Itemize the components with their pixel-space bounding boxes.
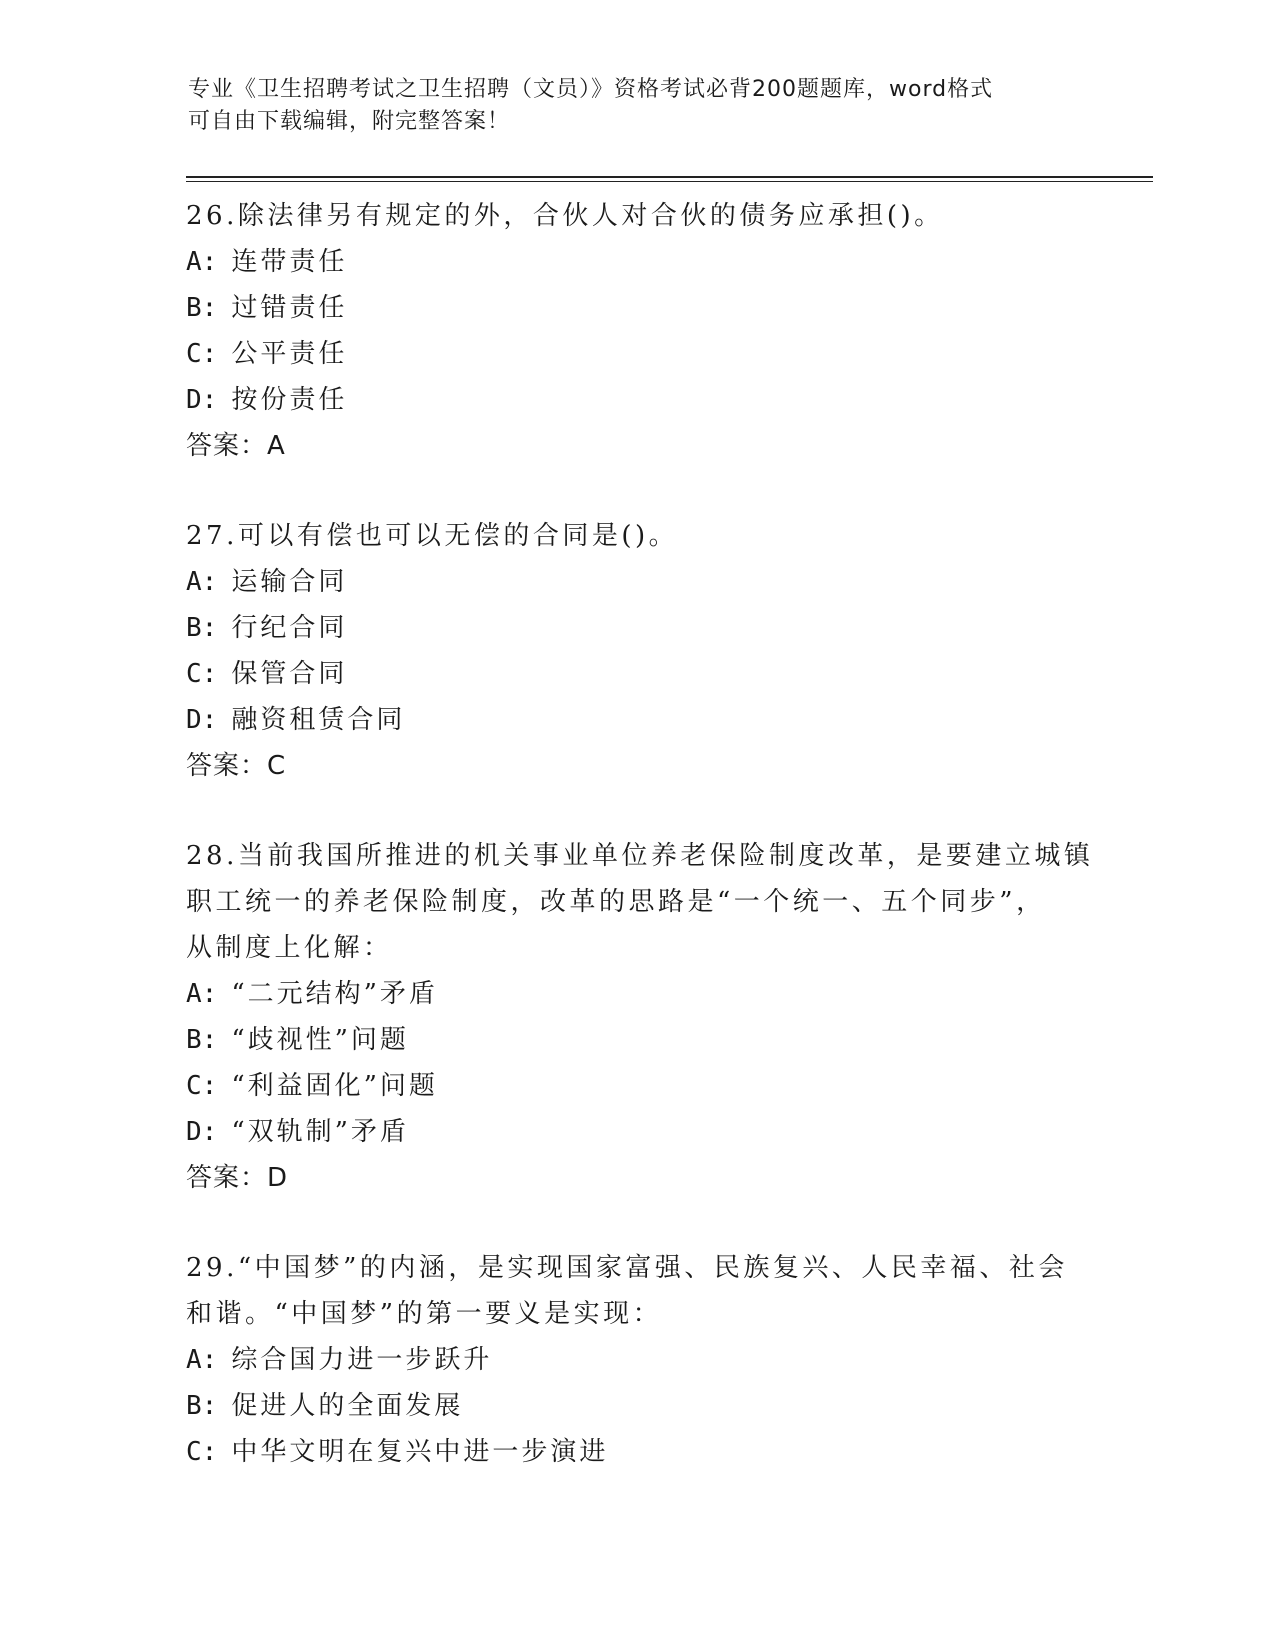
option-letter: C: [186,659,218,689]
option-text: 保管合同 [231,659,348,689]
option-row [186,1017,1086,1063]
question-block [186,1245,1086,1475]
option-row [186,697,1086,743]
option-text: 中华文明在复兴中进一步演进 [231,1437,609,1467]
option-letter: B: [186,293,218,323]
question-stem-line: 从制度上化解： [186,933,393,963]
option-row [186,285,1086,331]
option-text: 行纪合同 [231,613,348,643]
header-divider-thick [186,176,1153,178]
option-text: 综合国力进一步跃升 [231,1345,493,1375]
option-text: 过错责任 [231,293,348,323]
option-letter: C: [186,1437,218,1467]
option-letter: B: [186,613,218,643]
question-stem-line: 28.当前我国所推进的机关事业单位养老保险制度改革，是要建立城镇 [186,841,1094,871]
option-text: “二元结构”矛盾 [231,979,438,1009]
document-header [188,74,1068,138]
option-text: 按份责任 [231,385,348,415]
option-text: 融资租赁合同 [231,705,406,735]
question-block [186,193,1086,469]
option-letter: D: [186,1117,218,1147]
answer-line: 答案：C [186,751,287,781]
option-row [186,1109,1086,1155]
option-text: 促进人的全面发展 [231,1391,464,1421]
option-letter: C: [186,1071,218,1101]
question-stem-line: 职工统一的养老保险制度，改革的思路是“一个统一、五个同步”， [186,887,1046,917]
question-stem-line: 和谐。“中国梦”的第一要义是实现： [186,1299,663,1329]
header-line-2: 可自由下载编辑，附完整答案！ [188,109,511,134]
question-list [186,193,1094,1519]
option-text: 连带责任 [231,247,348,277]
option-letter: A: [186,1345,218,1375]
header-line-1: 专业《卫生招聘考试之卫生招聘（文员）》资格考试必背200题题库，word格式 [188,77,994,102]
option-text: “歧视性”问题 [231,1025,409,1055]
option-row [186,331,1086,377]
option-letter: B: [186,1025,218,1055]
header-divider-thin [186,181,1153,182]
option-row [186,377,1086,423]
option-row [186,1063,1086,1109]
option-row [186,239,1086,285]
option-letter: C: [186,339,218,369]
question-block [186,513,1086,789]
option-letter: D: [186,385,218,415]
option-text: “双轨制”矛盾 [231,1117,409,1147]
option-letter: A: [186,979,218,1009]
option-letter: A: [186,567,218,597]
question-stem-line: 26.除法律另有规定的外，合伙人对合伙的债务应承担()。 [186,201,944,231]
option-text: “利益固化”问题 [231,1071,438,1101]
option-letter: D: [186,705,218,735]
option-row [186,651,1086,697]
option-text: 公平责任 [231,339,348,369]
option-row [186,1383,1086,1429]
option-row [186,605,1086,651]
option-letter: A: [186,247,218,277]
option-row [186,1337,1086,1383]
option-row [186,559,1086,605]
option-row [186,971,1086,1017]
question-stem-line: 29.“中国梦”的内涵，是实现国家富强、民族复兴、人民幸福、社会 [186,1253,1068,1283]
question-stem-line: 27.可以有偿也可以无偿的合同是()。 [186,521,679,551]
option-letter: B: [186,1391,218,1421]
answer-line: 答案：A [186,431,286,461]
question-block [186,833,1094,1201]
answer-line: 答案：D [186,1163,289,1193]
option-row [186,1429,1086,1475]
option-text: 运输合同 [231,567,348,597]
